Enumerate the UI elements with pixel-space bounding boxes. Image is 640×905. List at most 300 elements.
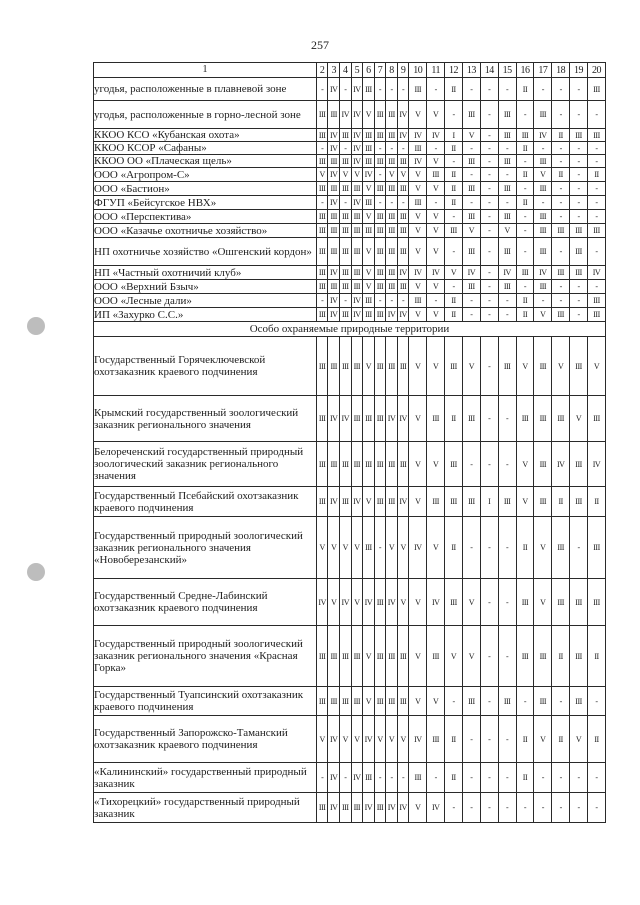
value-cell: - [552,280,570,294]
value-cell: III [397,280,409,294]
value-cell: V [363,101,375,129]
value-cell: - [534,763,552,793]
value-cell: III [351,626,363,687]
value-cell: V [409,337,427,396]
value-cell: II [587,716,605,763]
value-cell: III [427,487,445,517]
value-cell: III [570,487,588,517]
value-cell: - [570,78,588,101]
row-name: «Тихорецкий» государственный природный заказник [94,793,317,823]
value-cell: V [445,626,463,687]
value-cell: - [374,142,386,155]
value-cell: - [570,308,588,322]
value-cell: V [409,487,427,517]
value-cell: V [427,224,445,238]
value-cell: III [409,78,427,101]
value-cell: III [351,337,363,396]
value-cell: III [340,308,352,322]
value-cell: - [570,763,588,793]
value-cell: III [351,224,363,238]
value-cell: III [363,155,375,168]
value-cell: IV [397,129,409,142]
value-cell: - [552,687,570,716]
value-cell: III [374,210,386,224]
value-cell: - [374,517,386,579]
value-cell: III [340,224,352,238]
value-cell: - [480,294,498,308]
value-cell: V [409,793,427,823]
value-cell: - [552,238,570,266]
value-cell: III [374,442,386,487]
value-cell: IV [328,129,340,142]
value-cell: - [570,155,588,168]
value-cell: - [587,238,605,266]
value-cell: III [498,210,516,224]
value-cell: V [409,579,427,626]
value-cell: III [386,487,398,517]
value-cell: - [516,155,534,168]
value-cell: - [570,280,588,294]
value-cell: - [340,294,352,308]
value-cell: III [374,687,386,716]
value-cell: III [587,224,605,238]
value-cell: V [409,224,427,238]
value-cell: IV [340,396,352,442]
value-cell: V [427,155,445,168]
value-cell: V [427,308,445,322]
value-cell: - [480,763,498,793]
row-name: ККОО КСОР «Сафаны» [94,142,317,155]
table-row [94,487,606,517]
value-cell: IV [351,294,363,308]
value-cell: III [587,78,605,101]
value-cell: V [534,517,552,579]
value-cell: III [570,238,588,266]
row-name: Белореченский государственный природный зоологический заказник регионального значения [94,442,317,487]
value-cell: III [498,238,516,266]
value-cell: IV [386,793,398,823]
value-cell: V [427,687,445,716]
value-cell: V [462,337,480,396]
value-cell: IV [397,308,409,322]
value-cell: IV [409,517,427,579]
row-name: ООО «Верхний Бзыч» [94,280,317,294]
value-cell: - [552,294,570,308]
value-cell: - [570,793,588,823]
value-cell: III [351,266,363,280]
value-cell: IV [397,101,409,129]
value-cell: IV [328,168,340,182]
value-cell: - [570,517,588,579]
value-cell: III [340,210,352,224]
value-cell: III [328,155,340,168]
value-cell: V [534,168,552,182]
value-cell: IV [386,396,398,442]
value-cell: V [445,266,463,280]
table-row [94,793,606,823]
value-cell: - [587,280,605,294]
value-cell: - [480,337,498,396]
value-cell: V [409,442,427,487]
row-name: Государственный Псебайский охотзаказник краевого подчинения [94,487,317,517]
value-cell: III [328,442,340,487]
value-cell: - [340,196,352,210]
value-cell: III [498,687,516,716]
section-title: Особо охраняемые природные территории [94,322,606,337]
value-cell: - [480,101,498,129]
value-cell: III [534,687,552,716]
value-cell: III [316,308,328,322]
table-row [94,308,606,322]
value-cell: - [587,687,605,716]
value-cell: III [340,238,352,266]
value-cell: IV [587,266,605,280]
value-cell: II [587,626,605,687]
row-name: ККОО КСО «Кубанская охота» [94,129,317,142]
value-cell: V [409,626,427,687]
value-cell: II [516,716,534,763]
column-header: 1 [94,63,317,78]
value-cell: - [445,210,463,224]
value-cell: V [427,101,445,129]
value-cell: III [462,238,480,266]
value-cell: III [498,155,516,168]
value-cell: III [534,210,552,224]
value-cell: - [462,78,480,101]
table-row [94,78,606,101]
value-cell: III [374,280,386,294]
value-cell: III [534,337,552,396]
value-cell: II [516,763,534,793]
value-cell: III [340,487,352,517]
value-cell: III [445,442,463,487]
value-cell: - [498,442,516,487]
value-cell: III [316,442,328,487]
value-cell: V [534,579,552,626]
value-cell: V [340,716,352,763]
value-cell: III [363,129,375,142]
value-cell: IV [328,294,340,308]
value-cell: IV [328,487,340,517]
value-cell: IV [340,579,352,626]
value-cell: V [340,168,352,182]
value-cell: - [480,196,498,210]
value-cell: III [498,337,516,396]
value-cell: II [445,196,463,210]
value-cell: III [498,280,516,294]
column-header: 7 [374,63,386,78]
value-cell: V [534,308,552,322]
value-cell: III [516,579,534,626]
value-cell: III [316,487,328,517]
value-cell: III [351,687,363,716]
value-cell: V [397,716,409,763]
value-cell: III [397,155,409,168]
value-cell: II [445,168,463,182]
value-cell: III [552,224,570,238]
value-cell: III [570,687,588,716]
value-cell: III [374,793,386,823]
value-cell: III [316,337,328,396]
value-cell: III [328,280,340,294]
value-cell: V [363,487,375,517]
value-cell: V [409,101,427,129]
value-cell: III [534,101,552,129]
column-header: 12 [445,63,463,78]
value-cell: III [351,238,363,266]
value-cell: - [552,210,570,224]
value-cell: - [498,716,516,763]
value-cell: V [363,266,375,280]
value-cell: III [363,517,375,579]
value-cell: II [445,716,463,763]
value-cell: IV [351,155,363,168]
value-cell: - [427,763,445,793]
value-cell: - [445,793,463,823]
value-cell: III [570,129,588,142]
value-cell: - [587,155,605,168]
value-cell: - [462,763,480,793]
value-cell: - [445,155,463,168]
value-cell: II [445,78,463,101]
value-cell: III [534,626,552,687]
value-cell: V [427,210,445,224]
value-cell: - [340,78,352,101]
value-cell: III [363,763,375,793]
table-row [94,294,606,308]
value-cell: III [386,280,398,294]
value-cell: III [340,626,352,687]
value-cell: V [316,716,328,763]
value-cell: III [340,266,352,280]
value-cell: V [316,517,328,579]
value-cell: III [386,238,398,266]
value-cell: III [397,687,409,716]
value-cell: - [534,196,552,210]
value-cell: III [397,210,409,224]
value-cell: III [374,396,386,442]
value-cell: V [351,579,363,626]
value-cell: V [409,687,427,716]
value-cell: V [316,168,328,182]
value-cell: III [363,78,375,101]
value-cell: - [570,210,588,224]
value-cell: III [374,182,386,196]
value-cell: III [374,579,386,626]
value-cell: III [374,155,386,168]
value-cell: IV [328,266,340,280]
row-name: Крымский государственный зоологический заказник регионального значения [94,396,317,442]
value-cell: III [328,182,340,196]
column-header: 8 [386,63,398,78]
value-cell: III [445,224,463,238]
row-name: Государственный Горячеключевской охотзаказник краевого подчинения [94,337,317,396]
value-cell: V [386,716,398,763]
row-name: НП «Частный охотничий клуб» [94,266,317,280]
value-cell: III [374,337,386,396]
value-cell: - [427,78,445,101]
value-cell: V [397,168,409,182]
value-cell: - [480,517,498,579]
value-cell: III [328,224,340,238]
value-cell: - [445,280,463,294]
value-cell: IV [498,266,516,280]
value-cell: III [386,687,398,716]
value-cell: II [552,626,570,687]
value-cell: IV [397,396,409,442]
column-header: 3 [328,63,340,78]
value-cell: V [427,238,445,266]
value-cell: - [316,294,328,308]
value-cell: III [587,308,605,322]
column-header: 10 [409,63,427,78]
value-cell: III [328,626,340,687]
value-cell: III [552,517,570,579]
value-cell: III [386,266,398,280]
value-cell: V [409,182,427,196]
value-cell: - [480,129,498,142]
value-cell: - [462,716,480,763]
value-cell: - [480,266,498,280]
column-header: 9 [397,63,409,78]
value-cell: III [445,579,463,626]
value-cell: IV [386,579,398,626]
value-cell: III [374,101,386,129]
value-cell: III [570,224,588,238]
value-cell: III [374,129,386,142]
value-cell: V [498,224,516,238]
value-cell: IV [340,101,352,129]
value-cell: III [534,487,552,517]
value-cell: II [587,487,605,517]
value-cell: II [516,308,534,322]
value-cell: - [480,280,498,294]
value-cell: III [427,716,445,763]
binder-hole [27,563,45,581]
value-cell: V [516,487,534,517]
value-cell: III [386,155,398,168]
value-cell: V [552,337,570,396]
value-cell: - [397,142,409,155]
value-cell: - [316,142,328,155]
column-header: 6 [363,63,375,78]
value-cell: V [374,716,386,763]
value-cell: - [340,142,352,155]
value-cell: V [409,308,427,322]
value-cell: IV [351,763,363,793]
value-cell: V [363,210,375,224]
value-cell: V [409,280,427,294]
value-cell: - [386,294,398,308]
column-header: 14 [480,63,498,78]
value-cell: IV [328,793,340,823]
value-cell: III [409,294,427,308]
value-cell: - [386,763,398,793]
value-cell: IV [363,793,375,823]
value-cell: V [516,442,534,487]
value-cell: - [570,168,588,182]
value-cell: - [534,294,552,308]
value-cell: III [363,396,375,442]
value-cell: IV [427,793,445,823]
value-cell: V [397,579,409,626]
value-cell: III [587,396,605,442]
value-cell: II [445,182,463,196]
value-cell: III [340,182,352,196]
value-cell: III [409,196,427,210]
value-cell: IV [328,308,340,322]
table-row [94,396,606,442]
value-cell: III [445,487,463,517]
value-cell: III [498,182,516,196]
value-cell: V [427,182,445,196]
value-cell: III [397,182,409,196]
value-cell: III [462,155,480,168]
value-cell: - [480,396,498,442]
value-cell: V [409,238,427,266]
value-cell: V [427,280,445,294]
value-cell: IV [587,442,605,487]
value-cell: III [363,142,375,155]
value-cell: - [480,793,498,823]
value-cell: IV [328,716,340,763]
value-cell: IV [409,266,427,280]
table-row [94,763,606,793]
value-cell: III [462,210,480,224]
value-cell: - [316,78,328,101]
hunting-grounds-table [93,62,606,823]
value-cell: V [363,280,375,294]
value-cell: III [462,687,480,716]
value-cell: III [340,337,352,396]
value-cell: IV [351,142,363,155]
value-cell: III [363,224,375,238]
value-cell: - [480,210,498,224]
row-name: «Калининский» государственный природный заказник [94,763,317,793]
value-cell: - [386,142,398,155]
value-cell: II [516,142,534,155]
value-cell: - [340,763,352,793]
value-cell: III [316,396,328,442]
value-cell: III [374,308,386,322]
value-cell: III [316,129,328,142]
value-cell: III [534,396,552,442]
value-cell: - [386,196,398,210]
value-cell: - [427,142,445,155]
value-cell: III [462,487,480,517]
value-cell: III [363,294,375,308]
value-cell: IV [328,78,340,101]
value-cell: III [386,224,398,238]
value-cell: - [480,238,498,266]
value-cell: II [445,294,463,308]
table-row [94,626,606,687]
value-cell: III [386,626,398,687]
value-cell: V [409,396,427,442]
table-row [94,142,606,155]
value-cell: V [351,716,363,763]
value-cell: - [516,101,534,129]
value-cell: IV [552,442,570,487]
value-cell: II [445,142,463,155]
table-row [94,280,606,294]
value-cell: III [351,442,363,487]
value-cell: V [363,182,375,196]
value-cell: - [516,210,534,224]
value-cell: - [462,294,480,308]
value-cell: - [480,224,498,238]
value-cell: III [409,142,427,155]
